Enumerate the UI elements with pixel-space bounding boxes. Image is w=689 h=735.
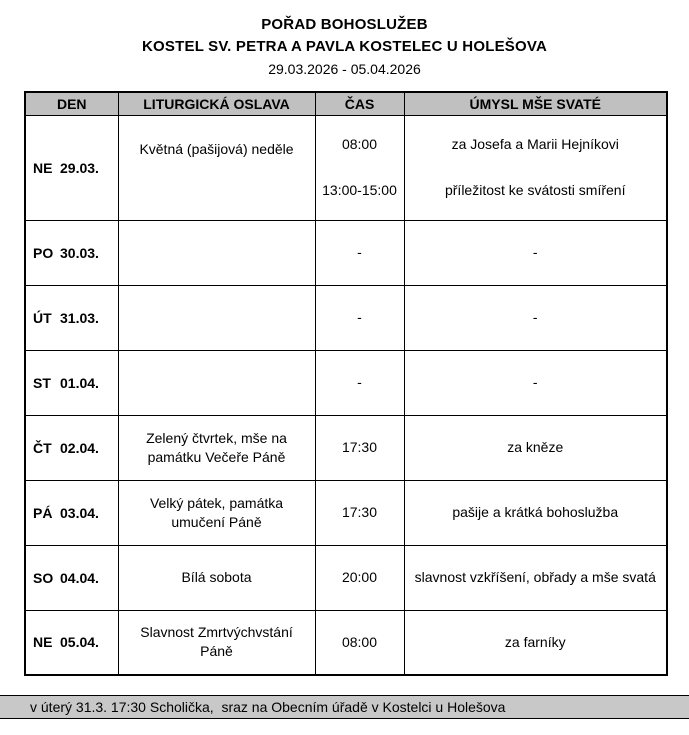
table-row xyxy=(25,610,667,675)
celebration-cell xyxy=(118,115,315,220)
day-abbr: ČT xyxy=(33,439,52,456)
day-date: 04.04. xyxy=(60,569,99,586)
table-row xyxy=(25,115,667,220)
celebration-text: Květná (pašijová) neděle xyxy=(139,140,294,157)
intention-entry: pašije a krátká bohoslužba xyxy=(452,504,619,521)
intention-cell xyxy=(404,285,667,350)
table-row xyxy=(25,545,667,610)
day-cell xyxy=(25,220,118,285)
day-date: 31.03. xyxy=(60,309,99,326)
intention-entry: - xyxy=(532,244,538,261)
time-entry: - xyxy=(357,244,362,261)
time-entry: 08:00 xyxy=(341,634,378,651)
celebration-cell xyxy=(118,610,315,675)
time-entry: 17:30 xyxy=(341,504,378,521)
celebration-text: Bílá sobota xyxy=(181,569,252,586)
table-row xyxy=(25,220,667,285)
schedule-table xyxy=(24,91,668,676)
column-header-cas: ČAS xyxy=(315,92,404,115)
day-abbr: ÚT xyxy=(33,309,52,326)
time-entry: 13:00-15:00 xyxy=(322,182,397,199)
day-abbr: PÁ xyxy=(33,504,53,521)
time-entry: - xyxy=(357,309,362,326)
celebration-cell xyxy=(118,480,315,545)
intention-cell xyxy=(404,610,667,675)
table-row xyxy=(25,480,667,545)
time-stack xyxy=(322,116,398,220)
day-cell xyxy=(25,115,118,220)
intention-entry: příležitost ke svátosti smíření xyxy=(444,182,626,199)
time-cell xyxy=(315,545,404,610)
page-title: POŘAD BOHOSLUŽEB xyxy=(261,16,428,33)
celebration-text: Slavnost Zmrtvýchvstání Páně xyxy=(140,624,293,660)
intention-stack xyxy=(411,116,661,220)
intention-cell xyxy=(404,545,667,610)
day-abbr: ST xyxy=(33,374,51,391)
day-date: 01.04. xyxy=(60,374,99,391)
intention-cell xyxy=(404,220,667,285)
table-header-row xyxy=(25,92,667,115)
time-entry: 08:00 xyxy=(341,136,378,153)
time-cell xyxy=(315,480,404,545)
intention-cell xyxy=(404,115,667,220)
column-header-den: DEN xyxy=(25,92,118,115)
celebration-text: Zelený čtvrtek, mše na památku Večeře Páně xyxy=(146,429,287,465)
intention-cell xyxy=(404,350,667,415)
table-row xyxy=(25,285,667,350)
intention-cell xyxy=(404,480,667,545)
day-cell xyxy=(25,480,118,545)
page-subtitle: KOSTEL SV. PETRA A PAVLA KOSTELEC U HOLEŠOVA xyxy=(142,38,547,55)
time-entry: - xyxy=(357,374,362,391)
time-cell xyxy=(315,220,404,285)
day-cell xyxy=(25,350,118,415)
day-date: 30.03. xyxy=(60,244,99,261)
celebration-cell xyxy=(118,285,315,350)
day-abbr: SO xyxy=(33,569,54,586)
day-date: 29.03. xyxy=(60,159,99,176)
day-abbr: NE xyxy=(33,159,53,176)
footer-note-bar xyxy=(0,695,689,719)
celebration-text: Velký pátek, památka umučení Páně xyxy=(149,494,284,530)
intention-cell xyxy=(404,415,667,480)
intention-entry: slavnost vzkříšení, obřady a mše svatá xyxy=(414,569,656,586)
date-range: 29.03.2026 - 05.04.2026 xyxy=(268,61,421,77)
time-cell xyxy=(315,610,404,675)
day-abbr: PO xyxy=(33,244,54,261)
time-cell xyxy=(315,415,404,480)
table-row xyxy=(25,350,667,415)
time-cell xyxy=(315,115,404,220)
intention-entry: - xyxy=(532,374,538,391)
day-cell xyxy=(25,415,118,480)
page-header xyxy=(0,0,689,77)
intention-entry: za Josefa a Marii Hejníkovi xyxy=(451,136,619,153)
celebration-cell xyxy=(118,350,315,415)
footer-note: v úterý 31.3. 17:30 Scholička, sraz na Obecním úřadě v Kostelci u Holešova xyxy=(30,699,506,715)
day-abbr: NE xyxy=(33,634,53,651)
column-header-oslava: LITURGICKÁ OSLAVA xyxy=(118,92,315,115)
time-entry: 20:00 xyxy=(341,569,378,586)
intention-entry: za kněze xyxy=(507,439,564,456)
day-date: 02.04. xyxy=(60,439,99,456)
table-row xyxy=(25,415,667,480)
time-cell xyxy=(315,285,404,350)
celebration-cell xyxy=(118,545,315,610)
day-cell xyxy=(25,285,118,350)
intention-entry: za farníky xyxy=(504,634,566,651)
column-header-umysl: ÚMYSL MŠE SVATÉ xyxy=(404,92,667,115)
celebration-cell xyxy=(118,415,315,480)
day-cell xyxy=(25,610,118,675)
time-entry: 17:30 xyxy=(341,439,378,456)
day-date: 03.04. xyxy=(60,504,99,521)
day-date: 05.04. xyxy=(60,634,99,651)
intention-entry: - xyxy=(532,309,538,326)
day-cell xyxy=(25,545,118,610)
celebration-cell xyxy=(118,220,315,285)
time-cell xyxy=(315,350,404,415)
schedule-body xyxy=(25,115,667,675)
